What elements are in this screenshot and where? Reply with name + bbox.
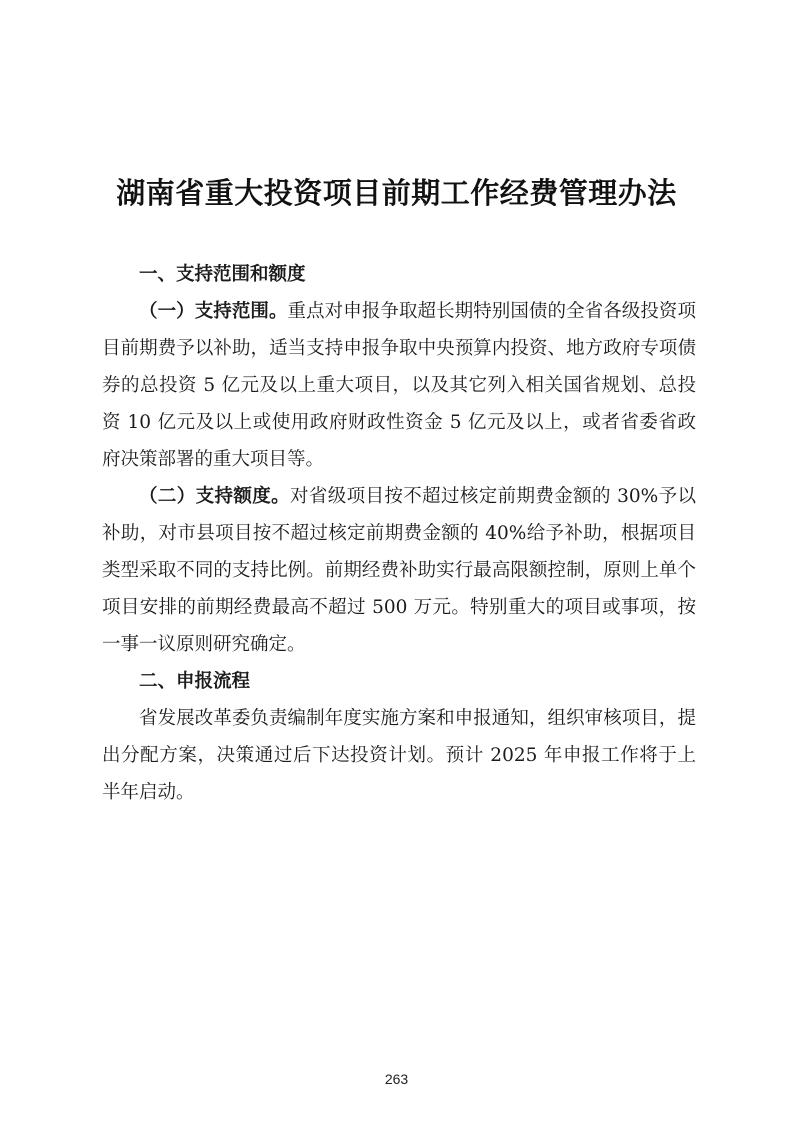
section-heading: 二、申报流程 xyxy=(139,671,251,692)
paragraph-lead: （一）支持范围。 xyxy=(139,301,288,322)
page-number: 263 xyxy=(384,1071,409,1087)
paragraph-support-amount xyxy=(102,478,696,663)
document-title: 湖南省重大投资项目前期工作经费管理办法 xyxy=(116,176,677,210)
paragraph-text: 重点对申报争取超长期特别国债的全省各级投资项目前期费予以补助，适当支持申报争取中央预算内投资、地方政府专项债券的总投资 5 亿元及以上重大项目，以及其它列入相关国省规划、总投资 10 亿元及以上或使用政府财政性资金 5 亿元及以上，或者省委省政府决策部署的重大项目等。 xyxy=(102,301,696,470)
paragraph-lead: （二）支持额度。 xyxy=(139,486,290,507)
paragraph-text: 对省级项目按不超过核定前期费金额的 30%予以补助，对市县项目按不超过核定前期费金额的 40%给予补助，根据项目类型采取不同的支持比例。前期经费补助实行最高限额控制，原则上单个项目安排的前期经费最高不超过 500 万元。特别重大的项目或事项，按一事一议原则研究确定。 xyxy=(102,486,696,655)
paragraph-application-process xyxy=(102,700,696,811)
paragraph-text: 省发展改革委负责编制年度实施方案和申报通知，组织审核项目，提出分配方案，决策通过后下达投资计划。预计 2025 年申报工作将于上半年启动。 xyxy=(102,708,696,803)
paragraph-support-scope xyxy=(102,293,696,478)
section-heading: 一、支持范围和额度 xyxy=(139,264,306,285)
document-body xyxy=(102,256,696,811)
